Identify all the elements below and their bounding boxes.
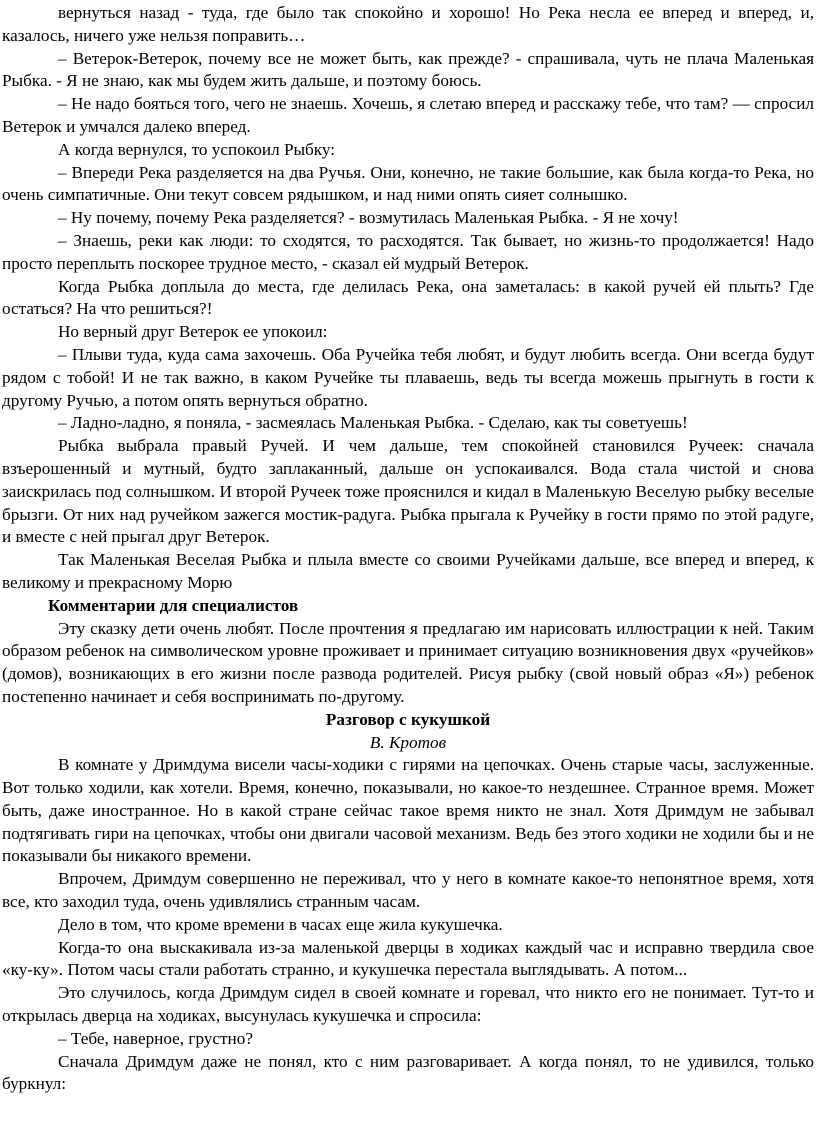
story-author: В. Кротов xyxy=(369,732,447,752)
paragraph: – Впереди Река разделяется на два Ручья. Они, конечно, не такие большие, как была когда-то Река, но очень симпатичные. Они текут совсем рядышком, и над ними опять сияет солнышко. xyxy=(2,162,814,205)
paragraph: – Плыви туда, куда сама захочешь. Оба Ручейка тебя любят, и будут любить всегда. Они всегда будут рядом с тобой! И не так важно, в каком Ручейке ты плаваешь, ведь ты всегда можешь прыгнуть в гости к другому Ручью, а потом опять вернуться обратно. xyxy=(2,344,814,410)
paragraph: А когда вернулся, то успокоил Рыбку: xyxy=(58,139,336,159)
paragraph: – Знаешь, реки как люди: то сходятся, то расходятся. Так бывает, но жизнь-то продолжается! Надо просто переплыть поскорее трудное место, - сказал ей мудрый Ветерок. xyxy=(2,230,814,273)
paragraph: Так Маленькая Веселая Рыбка и плыла вместе со своими Ручейками дальше, все вперед и вперед, к великому и прекрасному Морю xyxy=(2,550,814,592)
paragraph: Рыбка выбрала правый Ручей. И чем дальше, тем спокойней становился Ручеек: сначала взъерошенный и мутный, будто заплаканный, дальше он успокаивался. Вода стала чистой и снова заискрилась под солнышком. И второй Ручеек тоже прояснился и кидал в Маленькую Веселую рыбку веселые брызги. От них над ручейком зажегся мостик-радуга. Рыбка прыгала к Ручейку в гости прямо по этой радуге, и вместе с ней прыгал друг Ветерок. xyxy=(2,436,815,547)
paragraph: Это случилось, когда Дримдум сидел в своей комнате и горевал, что никто его не понимает. Тут-то и открылась дверца на ходиках, высунулась кукушечка и спросила: xyxy=(2,983,814,1026)
paragraph: В комнате у Дримдума висели часы-ходики с гирями на цепочках. Очень старые часы, заслуженные. Вот только ходили, как хотели. Время, конечно, показывали, но какое-то нездешнее. Странное время. Может быть, даже иностранное. Но в какой стране сейчас такое время никто не знал. Хотя Дримдум не забывал подтягивать гири на цепочках, чтобы они двигали часовой механизм. Ведь без этого ходики не ходили бы и не показывали бы никакого времени. xyxy=(2,755,814,866)
paragraph: – Ветерок-Ветерок, почему все не может быть, как прежде? - спрашивала, чуть не плача Маленькая Рыбка. - Я не знаю, как мы будем жить дальше, и поэтому боюсь. xyxy=(2,48,814,91)
paragraph: Дело в том, что кроме времени в часах еще жила кукушечка. xyxy=(58,914,503,934)
paragraph: Когда-то она выскакивала из-за маленькой дверцы в ходиках каждый час и исправно твердила свое «ку-ку». Потом часы стали работать странно, и кукушечка перестала выглядывать. А потом... xyxy=(2,937,814,980)
paragraph: – Ладно-ладно, я поняла, - засмеялась Маленькая Рыбка. - Сделаю, как ты советуешь! xyxy=(58,413,688,433)
story-title: Разговор с кукушкой xyxy=(325,709,491,729)
paragraph: Но верный друг Ветерок ее упокоил: xyxy=(58,322,328,342)
paragraph: – Не надо бояться того, чего не знаешь. Хочешь, я слетаю вперед и расскажу тебе, что там? — спросил Ветерок и умчался далеко вперед. xyxy=(2,94,814,136)
paragraph: вернуться назад - туда, где было так спокойно и хорошо! Но Река несла ее вперед и вперед, и, казалось, ничего уже нельзя поправить… xyxy=(2,3,814,45)
comments-paragraph: Эту сказку дети очень любят. После прочтения я предлагаю им нарисовать иллюстрации к ней. Таким образом ребенок на символическом уровне проживает и принимает ситуацию возникновения двух «ручейков» (домов), возникающих в его жизни после развода родителей. Рисуя рыбку (свой новый образ «Я») ребенок постепенно начинает и себя воспринимать по-другому. xyxy=(2,618,814,706)
comments-heading: Комментарии для специалистов xyxy=(48,595,299,615)
paragraph: – Тебе, наверное, грустно? xyxy=(58,1028,253,1048)
paragraph: Впрочем, Дримдум совершенно не переживал, что у него в комнате какое-то непонятное время, хотя все, кто заходил туда, очень удивлялись странным часам. xyxy=(2,869,814,912)
paragraph: – Ну почему, почему Река разделяется? - возмутилась Маленькая Рыбка. - Я не хочу! xyxy=(58,208,679,228)
paragraph: Когда Рыбка доплыла до места, где делилась Река, она заметалась: в какой ручей ей плыть? Где остаться? На что решиться?! xyxy=(2,276,814,319)
paragraph: Сначала Дримдум даже не понял, кто с ним разговаривает. А когда понял, то не удивился, только буркнул: xyxy=(2,1051,814,1094)
